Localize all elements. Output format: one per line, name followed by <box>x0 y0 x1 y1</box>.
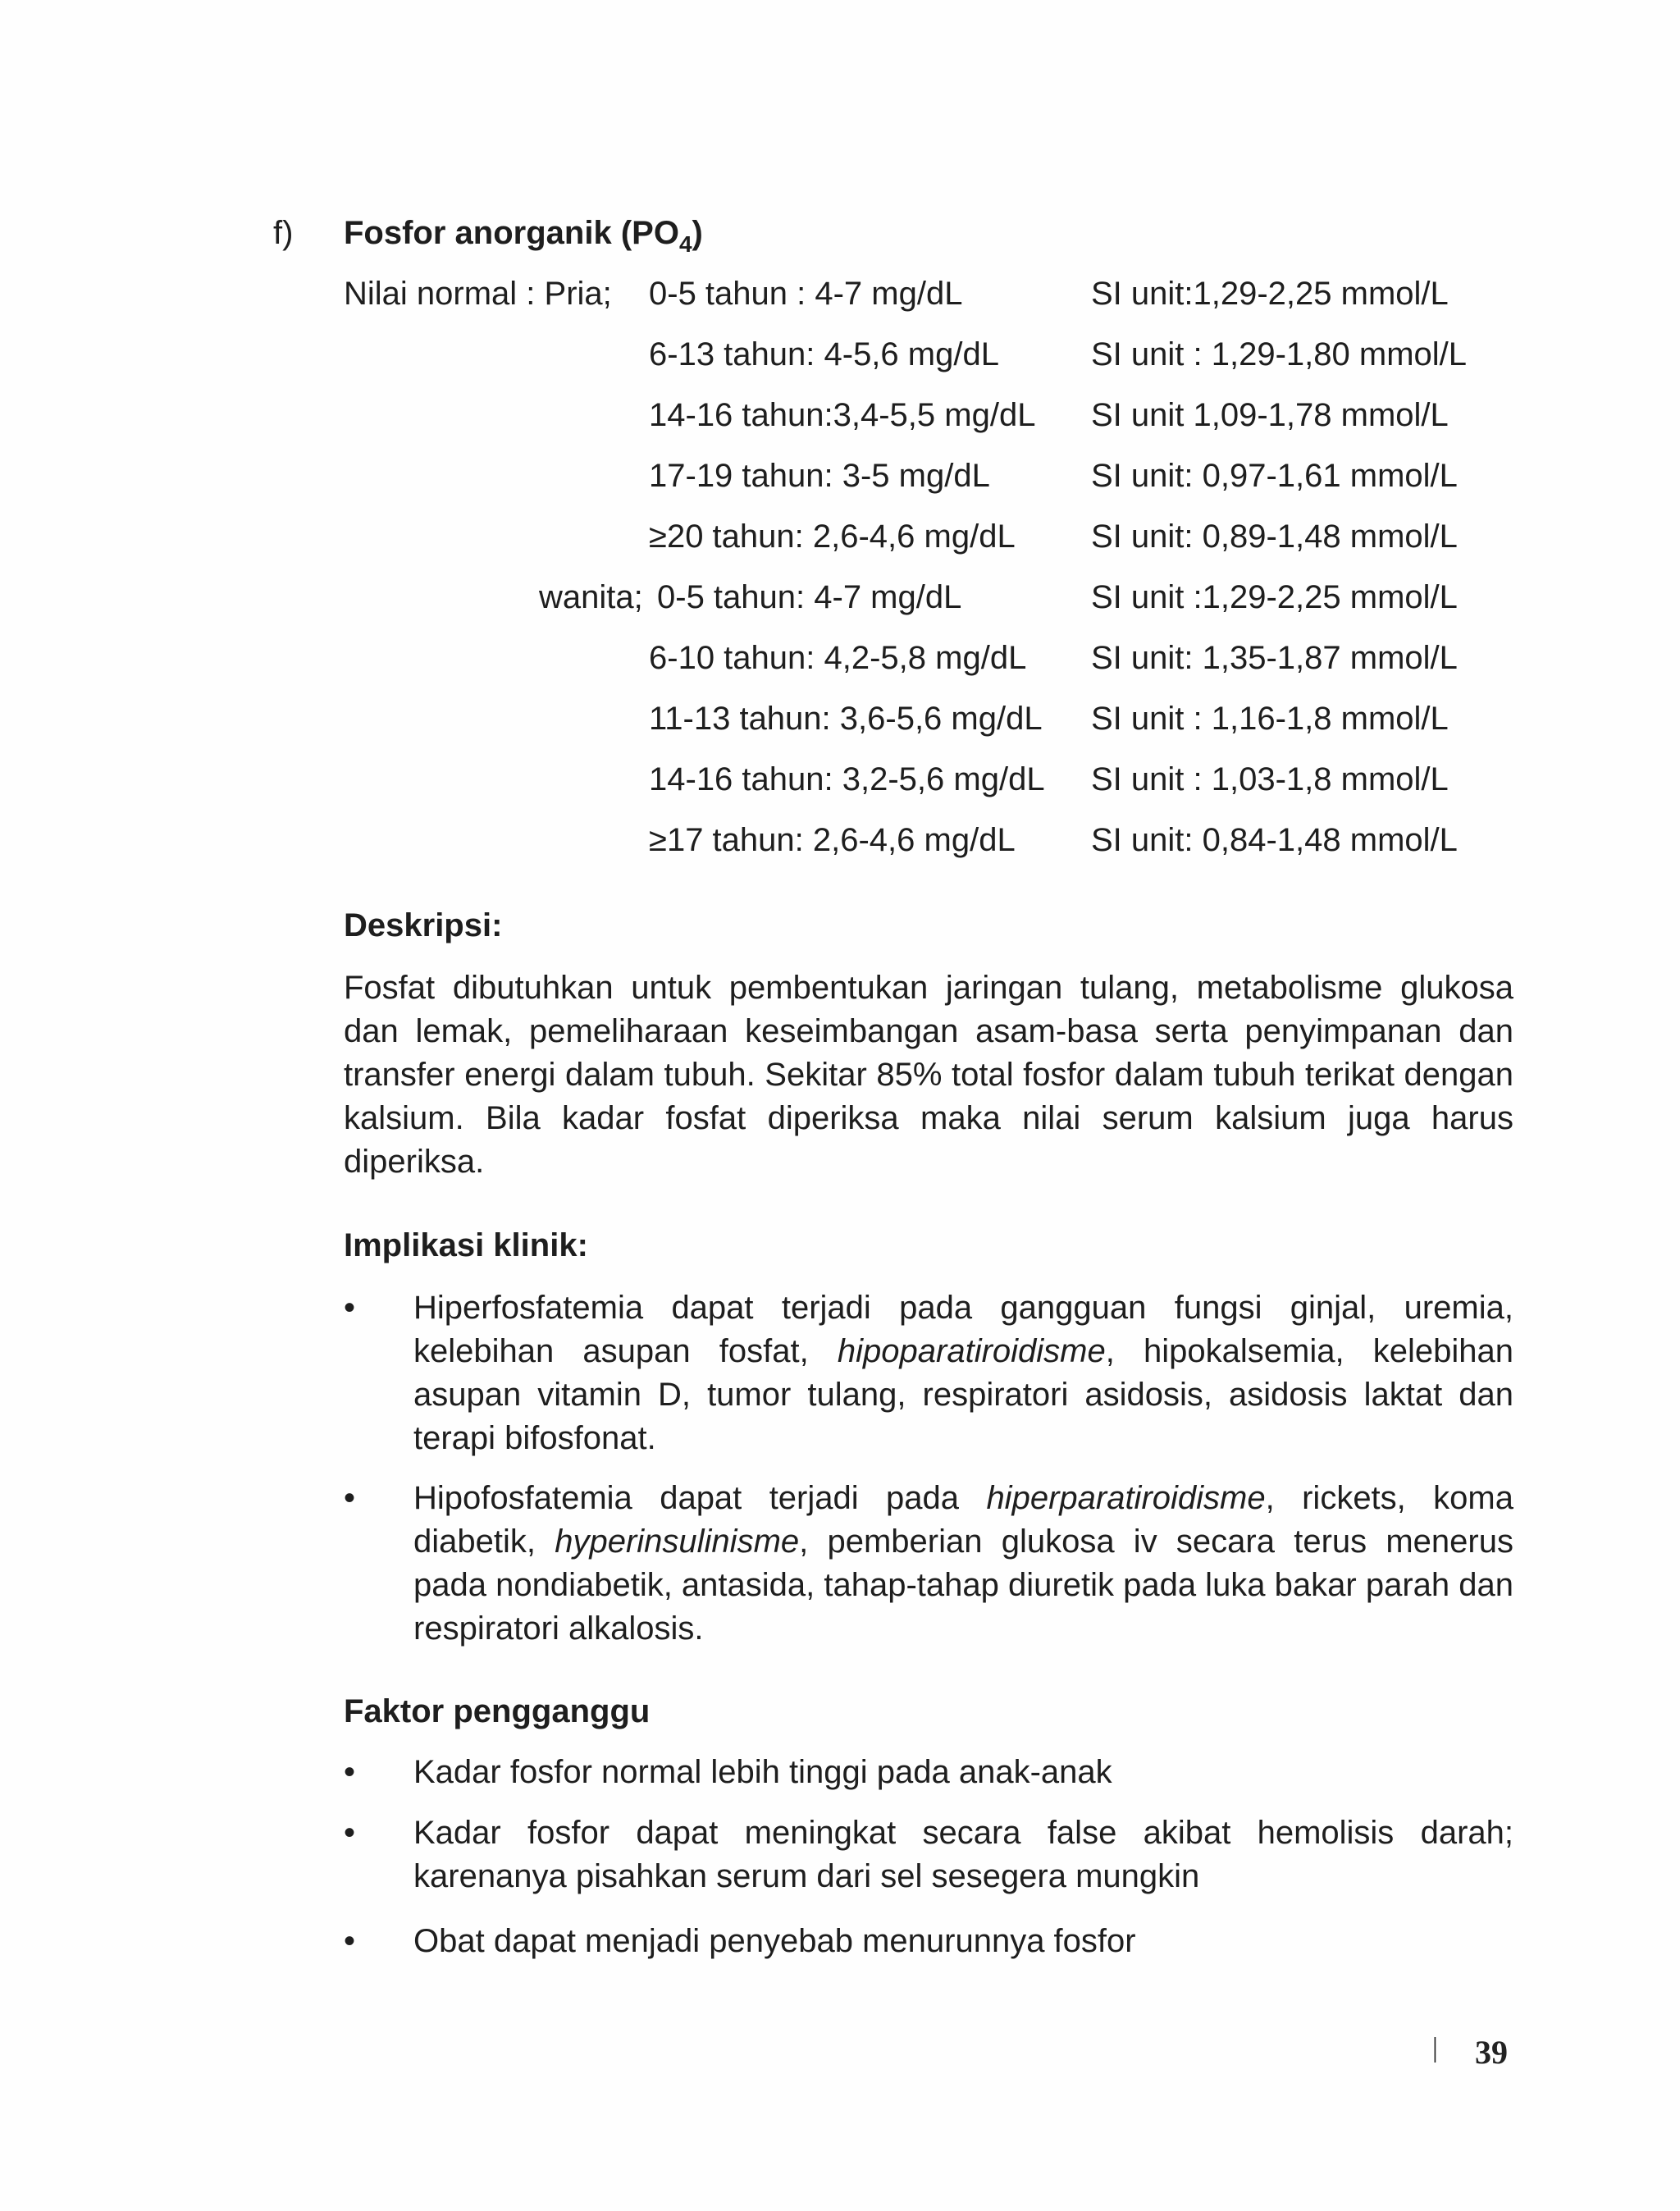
bullet: • <box>344 1923 356 1959</box>
bullet: • <box>344 1480 356 1516</box>
reference-range: 6-13 tahun: 4-5,6 mg/dL <box>649 336 999 372</box>
reference-range: 11-13 tahun: 3,6-5,6 mg/dL <box>649 701 1043 737</box>
description-paragraph: Fosfat dibutuhkan untuk pembentukan jaringan tulang, metabolisme glukosa dan lemak, pemeliharaan keseimbangan asam-basa serta penyimpanan dan transfer energi dalam tubuh. Sekitar 85% total fosfor dalam tubuh terikat dengan kalsium. Bila kadar fosfat diperiksa maka nilai serum kalsium juga harus diperiksa. <box>344 970 1513 1180</box>
reference-si-unit: SI unit : 1,16-1,8 mmol/L <box>1091 701 1449 737</box>
title-main: Fosfor anorganik (PO <box>344 215 679 251</box>
section-marker: f) <box>273 215 294 251</box>
reference-si-unit: SI unit :1,29-2,25 mmol/L <box>1091 579 1458 615</box>
reference-range: 17-19 tahun: 3-5 mg/dL <box>649 458 990 494</box>
factors-heading: Faktor pengganggu <box>344 1693 651 1729</box>
reference-range: 0-5 tahun: 4-7 mg/dL <box>657 579 962 615</box>
reference-si-unit: SI unit : 1,29-1,80 mmol/L <box>1091 336 1468 372</box>
female-label: wanita; <box>539 579 643 615</box>
bullet: • <box>344 1290 356 1326</box>
list-item-text: Kadar fosfor dapat meningkat secara false akibat hemolisis darah; karenanya pisahkan serum dari sel sesegera mungkin <box>413 1815 1513 1894</box>
list-item-text: Hipofosfatemia dapat terjadi pada hiperparatiroidisme, rickets, koma diabetik, hyperinsulinisme, pemberian glukosa iv secara terus menerus pada nondiabetik, antasida, tahap-tahap diuretik pada luka bakar parah dan respiratori alkalosis. <box>413 1480 1513 1647</box>
reference-si-unit: SI unit: 1,35-1,87 mmol/L <box>1091 640 1458 676</box>
description-heading: Deskripsi: <box>344 907 503 943</box>
list-item-text: Hiperfosfatemia dapat terjadi pada gangguan fungsi ginjal, uremia, kelebihan asupan fosfat, hipoparatiroidisme, hipokalsemia, kelebihan asupan vitamin D, tumor tulang, respiratori asidosis, asidosis laktat dan terapi bifosfonat. <box>413 1290 1513 1456</box>
page-number: 39 <box>1475 2034 1508 2071</box>
reference-range: 14-16 tahun: 3,2-5,6 mg/dL <box>649 761 1045 797</box>
list-item <box>344 1920 1513 1963</box>
list-item <box>344 1477 1513 1651</box>
reference-si-unit: SI unit: 0,97-1,61 mmol/L <box>1091 458 1458 494</box>
bullet: • <box>344 1815 356 1851</box>
reference-si-unit: SI unit:1,29-2,25 mmol/L <box>1091 276 1449 312</box>
reference-range: 0-5 tahun : 4-7 mg/dL <box>649 276 963 312</box>
implications-heading: Implikasi klinik: <box>344 1227 588 1263</box>
list-item-text: Obat dapat menjadi penyebab menurunnya fosfor <box>413 1923 1136 1959</box>
footer-separator: | <box>1432 2033 1438 2063</box>
list-item <box>344 1811 1513 1898</box>
reference-label: Nilai normal : Pria; <box>344 276 612 312</box>
bullet: • <box>344 1754 356 1790</box>
section-title <box>344 215 703 258</box>
list-item-text: Kadar fosfor normal lebih tinggi pada anak-anak <box>413 1754 1112 1790</box>
reference-si-unit: SI unit: 0,89-1,48 mmol/L <box>1091 518 1458 555</box>
reference-si-unit: SI unit 1,09-1,78 mmol/L <box>1091 397 1449 433</box>
reference-si-unit: SI unit : 1,03-1,8 mmol/L <box>1091 761 1449 797</box>
title-subscript: 4 <box>678 231 692 257</box>
title-end: ) <box>692 215 703 251</box>
reference-si-unit: SI unit: 0,84-1,48 mmol/L <box>1091 822 1458 858</box>
reference-range: 14-16 tahun:3,4-5,5 mg/dL <box>649 397 1036 433</box>
reference-range: ≥20 tahun: 2,6-4,6 mg/dL <box>649 518 1016 555</box>
list-item <box>344 1286 1513 1460</box>
reference-range: 6-10 tahun: 4,2-5,8 mg/dL <box>649 640 1027 676</box>
list-item <box>344 1751 1513 1794</box>
reference-range: ≥17 tahun: 2,6-4,6 mg/dL <box>649 822 1016 858</box>
